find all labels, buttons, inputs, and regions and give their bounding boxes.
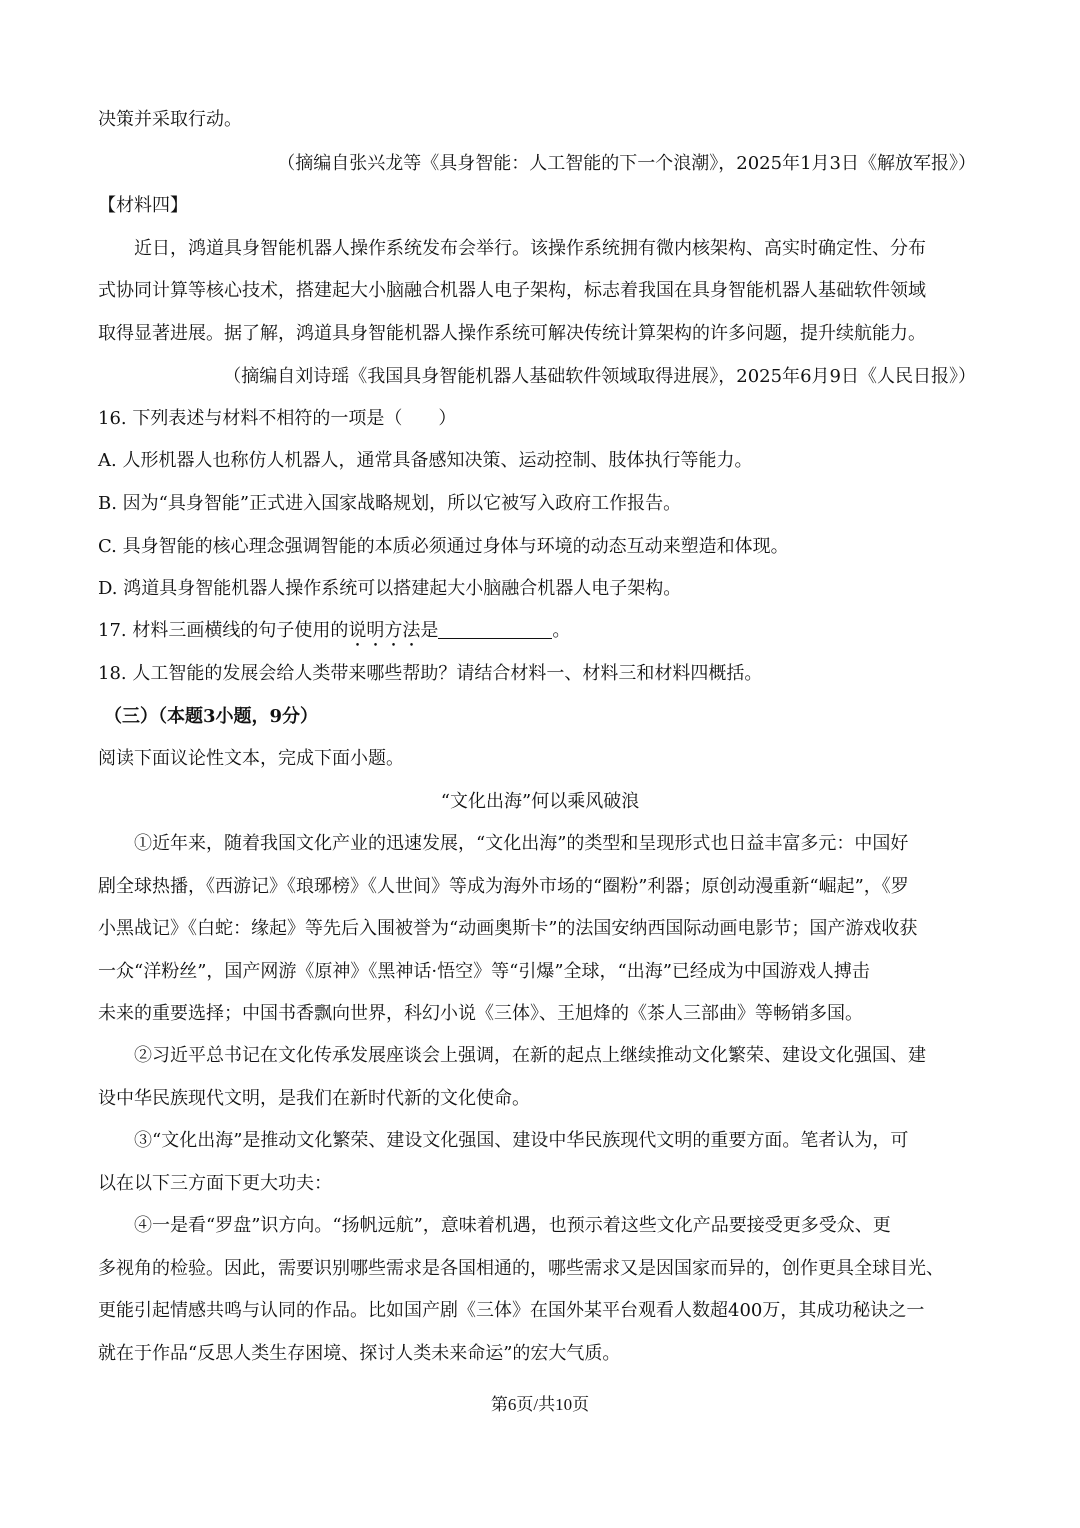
text-line: 多视角的检验。因此，需要识别哪些需求是各国相通的，哪些需求又是因国家而异的，创作更具全球目光、: [98, 1258, 944, 1279]
option-c: C. 具身智能的核心理念强调智能的本质必须通过身体与环境的动态互动来塑造和体现。: [98, 536, 789, 557]
section-heading: （三）（本题3小题，9分）: [104, 706, 319, 727]
text-line: ①近年来，随着我国文化产业的迅速发展，“文化出海”的类型和呈现形式也日益丰富多元：中国好: [134, 833, 909, 854]
instruction: 阅读下面议论性文本，完成下面小题。: [98, 748, 404, 769]
source-citation: （摘编自刘诗瑶《我国具身智能机器人基础软件领域取得进展》，2025年6月9日《人民日报》）: [223, 366, 976, 387]
question-16: 16. 下列表述与材料不相符的一项是（ ）: [98, 408, 457, 429]
question-17: [98, 618, 570, 651]
answer-blank[interactable]: [438, 620, 552, 639]
article-title: “文化出海”何以乘风破浪: [440, 791, 640, 812]
text-line: 剧全球热播，《西游记》《琅琊榜》《人世间》等成为海外市场的“圈粉”利器；原创动漫重新“崛起”，《罗: [98, 876, 909, 897]
text-line: 式协同计算等核心技术，搭建起大小脑融合机器人电子架构，标志着我国在具身智能机器人基础软件领域: [98, 280, 926, 301]
text-line: 小黑战记》《白蛇：缘起》等先后入围被誉为“动画奥斯卡”的法国安纳西国际动画电影节；国产游戏收获: [98, 918, 918, 939]
page-number: 第6页/共10页: [490, 1395, 590, 1414]
text-line: 取得显著进展。据了解，鸿道具身智能机器人操作系统可解决传统计算架构的许多问题，提升续航能力。: [98, 323, 926, 344]
text-line: 就在于作品“反思人类生存困境、探讨人类未来命运”的宏大气质。: [98, 1343, 621, 1364]
material-heading: 【材料四】: [98, 195, 188, 216]
q17-end: 。: [552, 620, 571, 641]
text-line: 未来的重要选择；中国书香飘向世界，科幻小说《三体》、王旭烽的《茶人三部曲》等畅销多国。: [98, 1003, 863, 1024]
q17-post: 是: [420, 620, 439, 641]
text-line: ②习近平总书记在文化传承发展座谈会上强调，在新的起点上继续推动文化繁荣、建设文化强国、建: [134, 1045, 926, 1066]
text-line: 决策并采取行动。: [98, 109, 242, 130]
source-citation: （摘编自张兴龙等《具身智能：人工智能的下一个浪潮》，2025年1月3日《解放军报》）: [277, 153, 976, 174]
q17-prefix: 17. 材料三画横线的句子使用的: [98, 620, 349, 641]
text-line: ③“文化出海”是推动文化繁荣、建设文化强国、建设中华民族现代文明的重要方面。笔者认为，可: [134, 1130, 909, 1151]
text-line: 一众“洋粉丝”，国产网游《原神》《黑神话·悟空》等“引爆”全球，“出海”已经成为中国游戏人搏击: [98, 961, 870, 982]
q17-emphasis: 说明方法: [348, 620, 421, 641]
text-line: 更能引起情感共鸣与认同的作品。比如国产剧《三体》在国外某平台观看人数超400万，其成功秘诀之一: [98, 1300, 925, 1321]
text-line: 以在以下三方面下更大功夫：: [98, 1173, 332, 1194]
option-a: A. 人形机器人也称仿人机器人，通常具备感知决策、运动控制、肢体执行等能力。: [98, 450, 753, 471]
text-line: 近日，鸿道具身智能机器人操作系统发布会举行。该操作系统拥有微内核架构、高实时确定性、分布: [134, 238, 926, 259]
text-line: 设中华民族现代文明，是我们在新时代新的文化使命。: [98, 1088, 530, 1109]
option-b: B. 因为“具身智能”正式进入国家战略规划，所以它被写入政府工作报告。: [98, 493, 682, 514]
question-18: 18. 人工智能的发展会给人类带来哪些帮助？请结合材料一、材料三和材料四概括。: [98, 663, 763, 684]
option-d: D. 鸿道具身智能机器人操作系统可以搭建起大小脑融合机器人电子架构。: [98, 578, 682, 599]
text-line: ④一是看“罗盘”识方向。“扬帆远航”，意味着机遇，也预示着这些文化产品要接受更多受众、更: [134, 1215, 891, 1236]
